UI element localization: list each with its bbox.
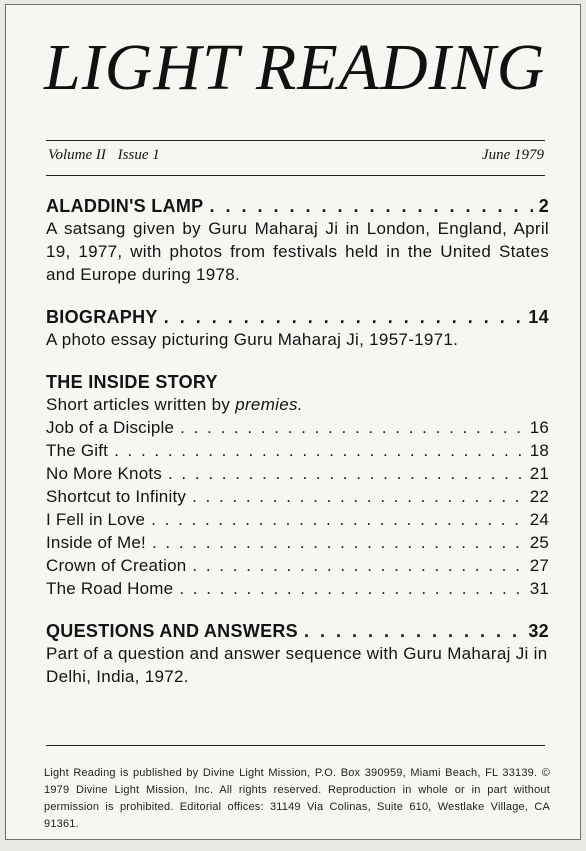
entry-description: Part of a question and answer sequence with Guru Maharaj Ji in Delhi, India, 1972. <box>46 644 548 686</box>
footer-divider <box>46 745 545 746</box>
page-number: 2 <box>538 196 549 216</box>
story-title: The Road Home <box>46 579 174 598</box>
toc-entry-questions-answers[interactable] <box>46 620 549 688</box>
entry-description: A satsang given by Guru Maharaj Ji in London, England, April 19, 1977, with photos from festivals held in the United States and Europe during 1978. <box>46 219 549 284</box>
entry-title: QUESTIONS AND ANSWERS <box>46 621 298 641</box>
entry-description: A photo essay picturing Guru Maharaj Ji, 1957-1971. <box>46 330 459 349</box>
publication-notice: Light Reading is published by Divine Light Mission, P.O. Box 390959, Miami Beach, FL 33139. © 1979 Divine Light Mission, Inc. All rights reserved. Reproduction in whole or in part without permission is prohibited. Editorial offices: 31149 Via Colinas, Suite 610, Westlake Village, CA 91361. <box>44 767 550 830</box>
issue-date: June 1979 <box>481 147 544 163</box>
dot-leader <box>180 416 524 439</box>
story-title: The Gift <box>46 441 109 460</box>
story-page-number: 27 <box>529 556 549 575</box>
story-page-number: 18 <box>529 441 549 460</box>
dot-leader <box>192 485 524 508</box>
dot-leader <box>168 462 524 485</box>
story-list-item[interactable] <box>46 485 549 508</box>
page-number: 32 <box>528 621 549 641</box>
story-list-item[interactable] <box>46 508 549 531</box>
toc-entry-biography[interactable] <box>46 306 549 351</box>
top-divider <box>46 140 545 141</box>
story-page-number: 22 <box>529 487 549 506</box>
dot-leader <box>209 195 532 217</box>
toc-section-inside-story <box>46 371 549 600</box>
story-page-number: 24 <box>529 510 549 529</box>
page-number: 14 <box>528 307 549 327</box>
story-title: Crown of Creation <box>46 556 187 575</box>
masthead-title: LIGHT READING <box>44 31 546 104</box>
story-list-item[interactable] <box>46 531 549 554</box>
dot-leader <box>114 439 524 462</box>
story-list-item[interactable] <box>46 439 549 462</box>
story-list-item[interactable] <box>46 416 549 439</box>
issue-number: Issue 1 <box>117 147 160 163</box>
story-page-number: 16 <box>529 418 549 437</box>
story-list-item[interactable] <box>46 577 549 600</box>
section-description: Short articles written by premies. <box>46 395 303 414</box>
story-title: No More Knots <box>46 464 162 483</box>
dot-leader <box>164 306 523 328</box>
toc-entry-aladdins-lamp[interactable] <box>46 195 549 286</box>
story-title: Inside of Me! <box>46 533 146 552</box>
section-title: THE INSIDE STORY <box>46 372 218 392</box>
volume-label: Volume II <box>48 147 106 163</box>
story-title: Shortcut to Infinity <box>46 487 187 506</box>
story-list <box>46 416 549 600</box>
entry-title: BIOGRAPHY <box>46 307 158 327</box>
table-of-contents <box>46 195 549 708</box>
dot-leader <box>151 508 524 531</box>
story-page-number: 25 <box>529 533 549 552</box>
dot-leader <box>152 531 524 554</box>
story-title: Job of a Disciple <box>46 418 175 437</box>
dot-leader <box>192 554 523 577</box>
story-page-number: 31 <box>529 579 549 598</box>
entry-title: ALADDIN'S LAMP <box>46 196 204 216</box>
story-title: I Fell in Love <box>46 510 146 529</box>
dot-leader <box>179 577 523 600</box>
issue-line <box>48 147 544 164</box>
magazine-contents-page <box>5 4 581 840</box>
dot-leader <box>304 620 522 642</box>
story-list-item[interactable] <box>46 554 549 577</box>
issue-divider <box>46 175 545 176</box>
story-list-item[interactable] <box>46 462 549 485</box>
story-page-number: 21 <box>529 464 549 483</box>
